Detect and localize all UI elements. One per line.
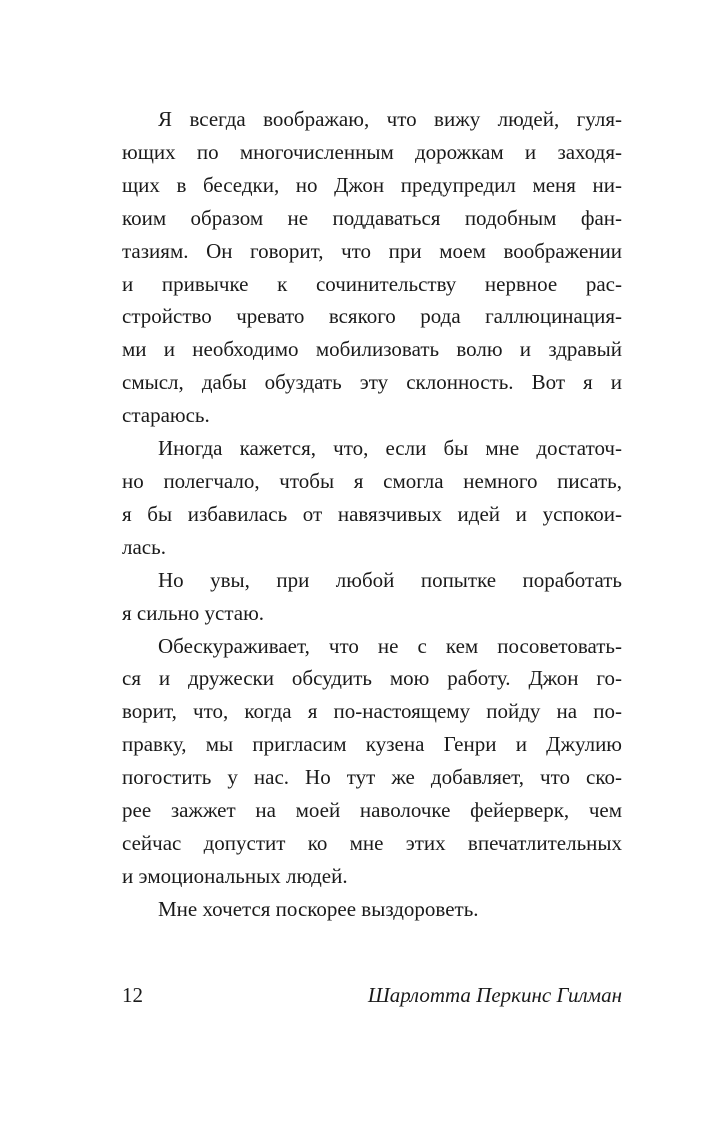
paragraph <box>122 630 622 893</box>
text-line: стараюсь. <box>122 403 210 428</box>
text-line: смысл, дабы обуздать эту склонность. Вот я и <box>122 370 622 395</box>
paragraph <box>122 893 622 926</box>
text-line: коим образом не поддаваться подобным фан- <box>122 205 622 230</box>
paragraph <box>122 432 622 564</box>
text-line: Но увы, при любой попытке поработать <box>158 567 622 592</box>
text-line: Я всегда воображаю, что вижу людей, гуля- <box>158 107 622 131</box>
text-line: тазиям. Он говорит, что при моем воображении <box>122 238 622 263</box>
text-line: ворит, что, когда я по-настоящему пойду на по- <box>122 699 622 724</box>
text-line: и эмоциональных людей. <box>122 863 348 888</box>
text-line: Иногда кажется, что, если бы мне достаточ- <box>158 436 622 461</box>
text-line: стройство чревато всякого рода галлюцинация- <box>122 304 622 329</box>
text-line: я сильно устаю. <box>122 600 265 625</box>
text-line: погостить у нас. Но тут же добавляет, что ско- <box>122 765 622 790</box>
text-line: ми и необходимо мобилизовать волю и здравый <box>122 337 622 362</box>
text-line: ющих по многочисленным дорожкам и заходя- <box>122 139 622 164</box>
paragraph <box>122 103 622 432</box>
text-line: лась. <box>122 534 166 559</box>
text-line: щих в беседки, но Джон предупредил меня ни- <box>122 172 622 197</box>
text-line: я бы избавилась от навязчивых идей и успокои- <box>122 501 622 526</box>
paragraph <box>122 564 622 630</box>
text-line: Мне хочется поскорее выздороветь. <box>158 896 479 921</box>
text-line: Обескураживает, что не с кем посоветовать- <box>158 633 622 658</box>
text-line: но полегчало, чтобы я смогла немного писать, <box>122 468 622 493</box>
text-line: рее зажжет на моей наволочке фейерверк, чем <box>122 798 622 823</box>
text-line: и привычке к сочинительству нервное рас- <box>122 271 622 296</box>
text-line: правку, мы пригласим кузена Генри и Джулию <box>122 732 622 757</box>
text-line: ся и дружески обсудить мою работу. Джон го- <box>122 666 622 691</box>
text-block <box>122 103 622 926</box>
text-line: сейчас допустит ко мне этих впечатлительных <box>122 830 622 855</box>
running-title: Шарлотта Перкинс Гилман <box>367 983 622 1007</box>
page-number: 12 <box>122 983 143 1007</box>
page-footer <box>122 979 622 1012</box>
